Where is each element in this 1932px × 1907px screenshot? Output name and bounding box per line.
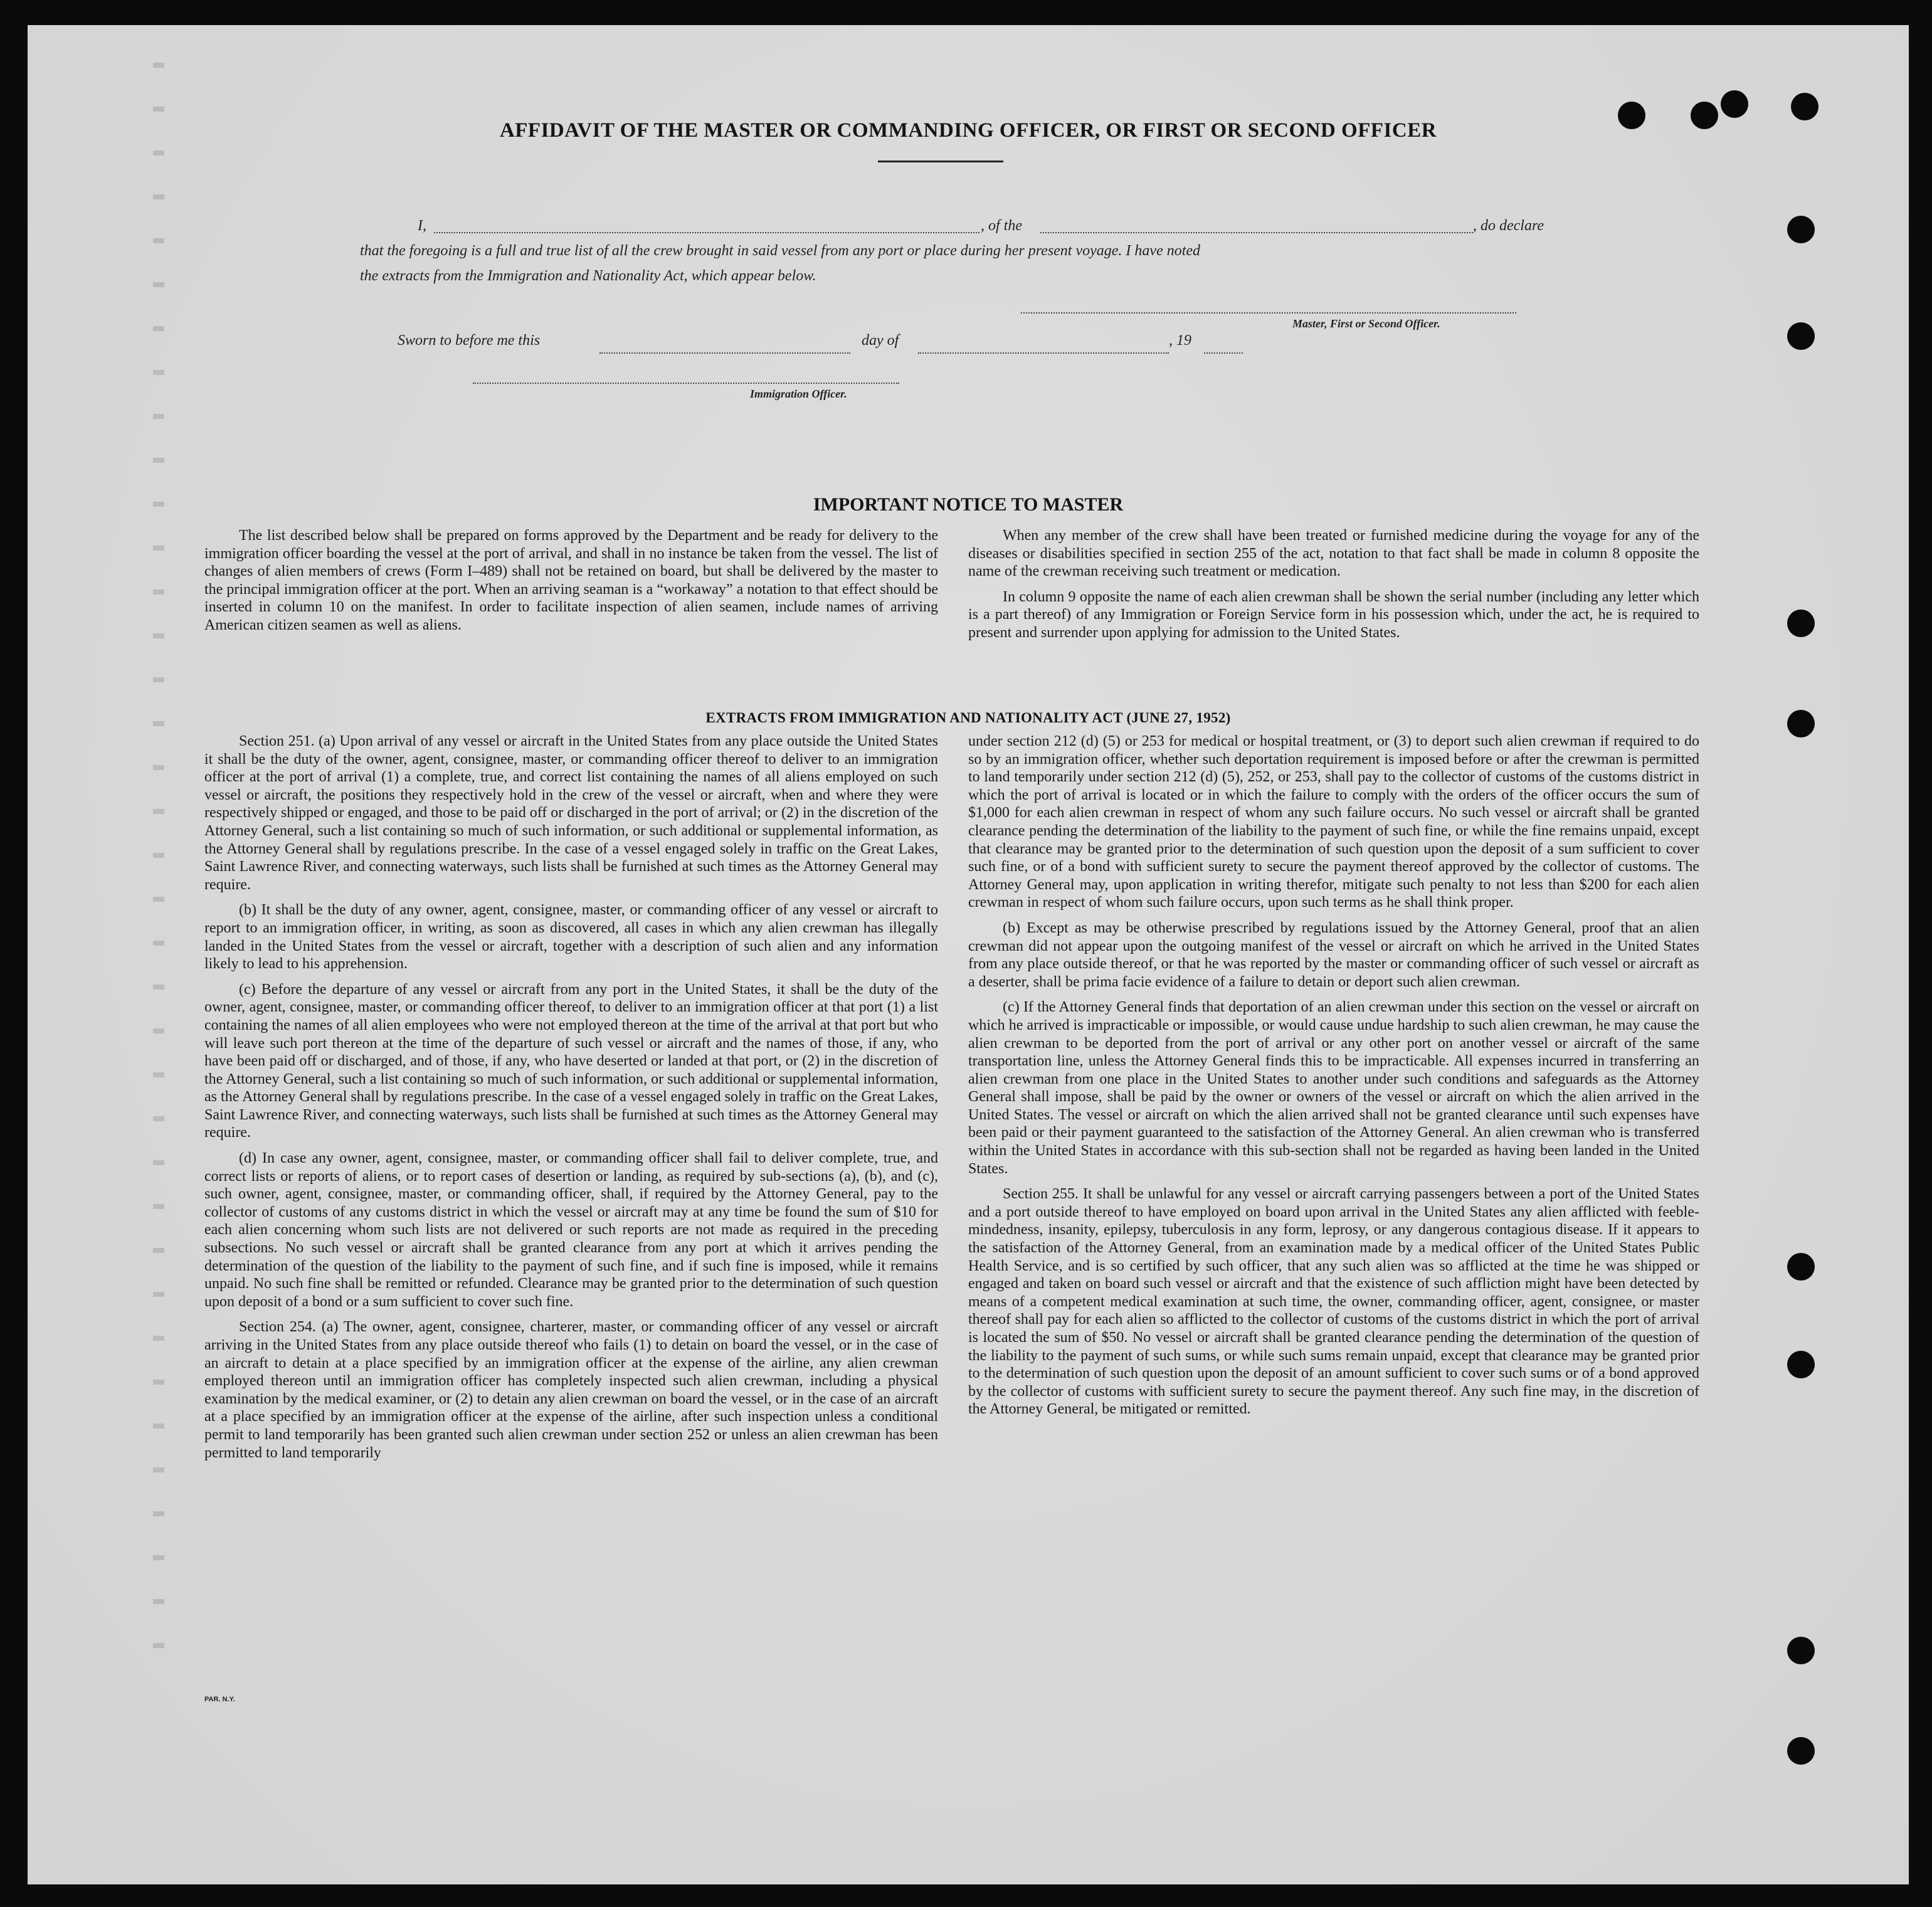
vessel-name-field[interactable] bbox=[1040, 214, 1473, 233]
extracts-right-column bbox=[968, 732, 1699, 1426]
title-underline bbox=[878, 161, 1003, 162]
affidavit-title: AFFIDAVIT OF THE MASTER OR COMMANDING OFFICER, OR FIRST OR SECOND OFFICER bbox=[499, 119, 1437, 142]
section-254-a-start: Section 254. (a) The owner, agent, consignee, charterer, master, or commanding officer of any vessel or aircraft arriving in the United States from any place outside thereof who fails (1) to detain on board the vessel, or in the case of an aircraft to detain at a place specified by an immigration officer at the expense of the airline, any alien crewman employed thereon until an immigration officer has completely inspected such alien crewman, including a physical examination by the medical examiner, or (2) to detain any alien crewman on board the vessel, or in the case of an aircraft at a place specified by an immigration officer at the expense of the airline, after such inspection unless a conditional permit to land temporarily has been granted such alien crewman under section 252 or unless an alien crewman has been permitted to land temporarily bbox=[204, 1319, 938, 1461]
section-254-b: (b) Except as may be otherwise prescribed by regulations issued by the Attorney General, proof that an alien crewman did not appear upon the outgoing manifest of the vessel or aircraft on which he arrived in the United States from any place outside thereof, or that he was reported by the master or commanding officer of such vessel or aircraft as a deserter, shall be prima facie evidence of a failure to detain or deport such alien crewman. bbox=[968, 919, 1699, 990]
i-label: I, bbox=[418, 218, 426, 234]
punch-hole bbox=[1787, 216, 1815, 243]
punch-hole bbox=[1787, 1637, 1815, 1664]
sworn-year-field[interactable] bbox=[1204, 335, 1243, 354]
immigration-officer-label: Immigration Officer. bbox=[750, 388, 847, 400]
master-signature-field[interactable] bbox=[1021, 312, 1516, 314]
of-the-label: , of the bbox=[981, 218, 1022, 234]
notice-right-paragraph-2: In column 9 opposite the name of each alien crewman shall be shown the serial number (including any letter which is a part thereof) of any Immigration or Foreign Service form in his possession which, under the act, he is required to present and surrender upon applying for admission to the United States. bbox=[968, 588, 1699, 641]
punch-hole bbox=[1787, 610, 1815, 637]
punch-hole bbox=[1691, 102, 1718, 129]
notice-left-paragraph: The list described below shall be prepared on forms approved by the Department and be ready for delivery to the immigration officer boarding the vessel at the port of arrival, and shall in no instance be taken from the vessel. The list of changes of alien members of crews (Form I–489) shall not be retained on board, but shall be delivered by the master to the principal immigration officer at the port. When an arriving seaman is a “workaway” a notation to that effect should be inserted in column 10 on the manifest. In order to facilitate inspection of alien seamen, include names of arriving American citizen seamen as well as aliens. bbox=[204, 527, 938, 633]
bleed-through-marks bbox=[140, 63, 184, 1630]
master-signature-label: Master, First or Second Officer. bbox=[1292, 317, 1440, 330]
notice-left-column bbox=[204, 527, 938, 642]
section-251-d: (d) In case any owner, agent, consignee, master, or commanding officer shall fail to deliver complete, true, and correct lists or reports of aliens, or to report cases of desertion or landing, as required by sub-sections (a), (b), and (c), such owner, agent, consignee, master, or commanding officer, shall, if required by the Attorney General, pay to the collector of customs of any customs district in which the vessel or aircraft may at any time be found the sum of $10 for each alien concerning whom such lists are not delivered or such reports are not made as required in the preceding subsections. No such vessel or aircraft shall be granted clearance from any port at which it arrives pending the determination of the question of the liability to the payment of such fine, and if such fine is imposed, while it remains unpaid. No such fine shall be remitted or refunded. Clearance may be granted prior to the determination of such question upon deposit of a bond or a sum sufficient to cover such fine. bbox=[204, 1150, 938, 1310]
declaration-block bbox=[360, 213, 1551, 288]
punch-hole bbox=[1787, 710, 1815, 737]
document-page bbox=[28, 25, 1909, 1884]
printer-mark: PAR. N.Y. bbox=[204, 1696, 235, 1703]
immigration-officer-signature-field[interactable] bbox=[473, 383, 899, 384]
section-251-a: Section 251. (a) Upon arrival of any vessel or aircraft in the United States from any place outside the United States it shall be the duty of the owner, agent, consignee, master, or commanding officer thereof to deliver to an immigration officer at the port of arrival (1) a complete, true, and correct list containing the names of all aliens employed on such vessel or aircraft, the positions they respectively hold in the crew of the vessel or aircraft, when and where they were respectively shipped or engaged, and those to be paid off or discharged in the port of arrival; or (2) in the discretion of the Attorney General, such a list containing so much of such information, or such additional or supplemental information, as the Attorney General shall by regulations prescribe. In the case of a vessel engaged solely in traffic on the Great Lakes, Saint Lawrence River, and connecting waterways, such lists shall be furnished at such times as the Attorney General may require. bbox=[204, 733, 938, 893]
sworn-label: Sworn to before me this bbox=[398, 332, 541, 349]
section-254-c: (c) If the Attorney General finds that deportation of an alien crewman under this section on the vessel or aircraft on which he arrived is impracticable or impossible, or would cause undue hardship to such alien crewman, he may cause the alien crewman to be deported from the port of arrival or any other port on another vessel or aircraft of the same transportation line, unless the Attorney General finds this to be impracticable. All expenses incurred in transferring an alien crewman from one place in the United States to another under such conditions and safeguards as the Attorney General shall impose, shall be paid by the owner or owners of the vessel or aircraft on which the alien arrived in the United States. The vessel or aircraft on which the alien arrived shall not be granted clearance until such expenses have been paid or their payment guaranteed to the satisfaction of the Attorney General. An alien crewman who is transferred within the United States in accordance with this sub-section shall not be regarded as having been landed in the United States. bbox=[968, 999, 1699, 1177]
punch-hole bbox=[1721, 90, 1748, 118]
year-label: , 19 bbox=[1169, 332, 1191, 349]
punch-hole bbox=[1618, 102, 1645, 129]
statement-line-1: that the foregoing is a full and true list of all the crew brought in said vessel from any port or place during her present voyage. I have noted bbox=[360, 243, 1201, 259]
section-251-b: (b) It shall be the duty of any owner, agent, consignee, master, or commanding officer of any vessel or aircraft to report to an immigration officer, in writing, as soon as discovered, all cases in which any alien crewman has illegally landed in the United States from the vessel or aircraft, together with a description of such alien and any information likely to lead to his apprehension. bbox=[204, 902, 938, 973]
punch-hole bbox=[1787, 1351, 1815, 1378]
sworn-day-field[interactable] bbox=[599, 335, 850, 354]
punch-hole bbox=[1787, 1253, 1815, 1281]
section-254-a-continued: under section 212 (d) (5) or 253 for medical or hospital treatment, or (3) to deport such alien crewman if required to do so by an immigration officer, whether such deportation requirement is imposed before or after the crewman is permitted to land temporarily under section 212 (d) (5), 252, or 253, shall pay to the collector of customs of the customs district in which the port of arrival is located or in which the failure to comply with the orders of the officer occurs the sum of $1,000 for each alien crewman in respect of whom any such failure occurs. No such vessel or aircraft shall be granted clearance pending the determination of the liability to the payment of such fine, or while the fine remains unpaid, except that clearance may be granted prior to the determination of such question upon the deposit of a sum sufficient to cover such fine, or of a bond with sufficient surety to secure the payment thereof approved by the collector of customs. The Attorney General may, upon application in writing therefor, mitigate such penalty to not less than $200 for each alien crewman in respect of whom such failure occurs, upon such terms as he shall think proper. bbox=[968, 733, 1699, 911]
statement-line-2: the extracts from the Immigration and Nationality Act, which appear below. bbox=[360, 268, 816, 284]
day-of-label: day of bbox=[862, 332, 899, 349]
extracts-title: EXTRACTS FROM IMMIGRATION AND NATIONALITY ACT (JUNE 27, 1952) bbox=[705, 710, 1231, 726]
do-declare-label: , do declare bbox=[1473, 218, 1544, 234]
punch-hole bbox=[1787, 1737, 1815, 1765]
sworn-month-field[interactable] bbox=[918, 335, 1169, 354]
notice-title: IMPORTANT NOTICE TO MASTER bbox=[813, 494, 1124, 515]
punch-hole bbox=[1791, 93, 1819, 120]
declarant-name-field[interactable] bbox=[434, 214, 979, 233]
punch-hole bbox=[1787, 322, 1815, 350]
section-251-c: (c) Before the departure of any vessel or aircraft from any port in the United States, it shall be the duty of the owner, agent, consignee, master, or commanding officer thereof, to deliver to an immigration officer at that port (1) a list containing the names of all alien employees who were not employed thereon at the time of the arrival at that port but who will leave such port thereon at the time of the departure of such vessel or aircraft and the names of those, if any, who have been paid off or discharged, and of those, if any, who have deserted or landed at that port, or (2) in the discretion of the Attorney General, such a list containing so much of such information, or such additional or supplemental information, as the Attorney General shall by regulations prescribe. In the case of a vessel engaged solely in traffic on the Great Lakes, Saint Lawrence River, and connecting waterways, such lists shall be furnished at such times as the Attorney General may require. bbox=[204, 981, 938, 1141]
extracts-left-column bbox=[204, 732, 938, 1469]
notice-right-column bbox=[968, 527, 1699, 650]
notice-right-paragraph-1: When any member of the crew shall have been treated or furnished medicine during the voyage for any of the diseases or disabilities specified in section 255 of the act, notation to that fact shall be made in column 8 opposite the name of the crewman receiving such treatment or medication. bbox=[968, 527, 1699, 580]
section-255: Section 255. It shall be unlawful for any vessel or aircraft carrying passengers between a port of the United States and a port outside thereof to have employed on board upon arrival in the United States any alien afflicted with feeble-mindedness, insanity, epilepsy, tuberculosis in any form, leprosy, or any dangerous contagious disease. If it appears to the satisfaction of the Attorney General, from an examination made by a medical officer of the United States Public Health Service, and is so certified by such officer, that any such alien was so afflicted at the time he was shipped or engaged and taken on board such vessel or aircraft and that the existence of such affliction might have been detected by means of a competent medical examination at such time, the owner, commanding officer, agent, consignee, or master thereof shall pay for each alien so afflicted to the collector of customs of the customs district in which the port of arrival is located the sum of $50. No vessel or aircraft shall be granted clearance pending the determination of the question of the liability to the payment of such sums, or while such sums remain unpaid, except that clearance may be granted prior to the determination of such question upon the deposit of an amount sufficient to cover such sums or of a bond approved by the collector of customs with sufficient surety to secure the payment thereof. Any such fine may, in the discretion of the Attorney General, be mitigated or remitted. bbox=[968, 1186, 1699, 1418]
